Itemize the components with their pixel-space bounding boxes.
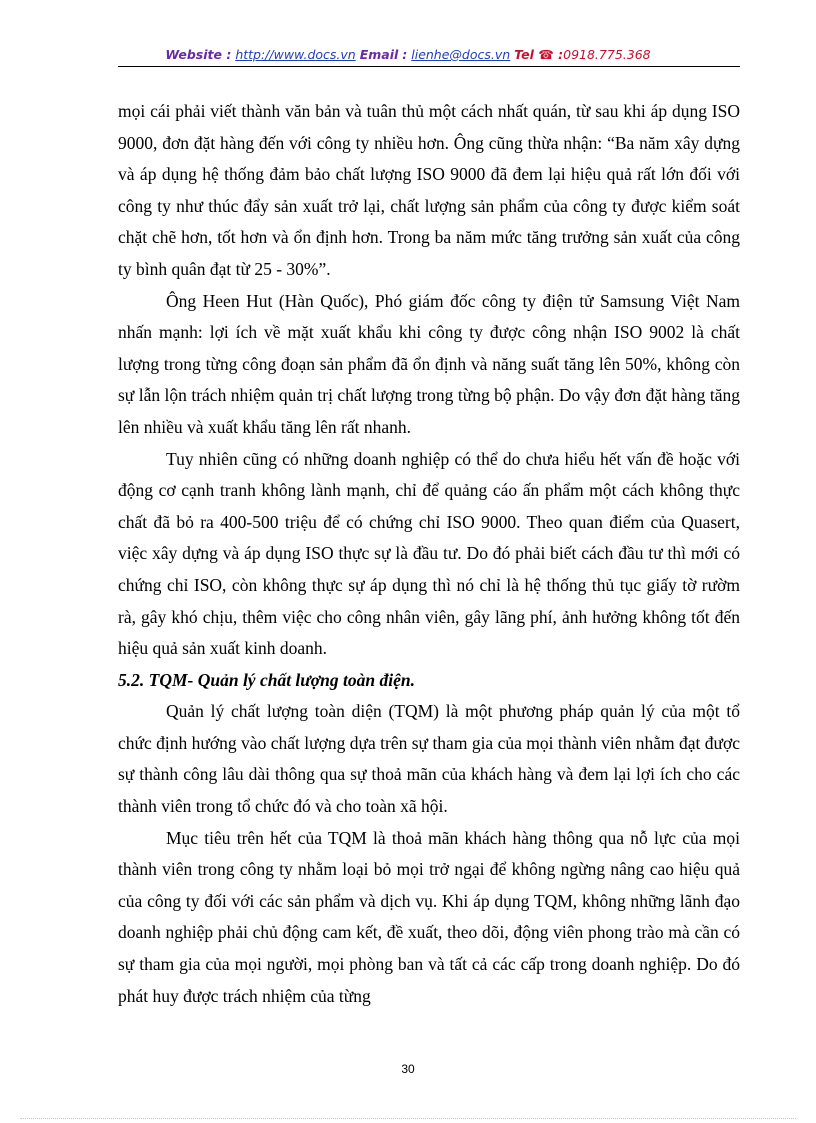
header-divider bbox=[118, 66, 740, 67]
email-separator: : bbox=[402, 47, 408, 62]
website-link[interactable]: http://www.docs.vn bbox=[235, 47, 356, 62]
email-label: Email bbox=[359, 47, 399, 62]
phone-number: 0918.775.368 bbox=[563, 47, 651, 62]
page-bottom-border bbox=[20, 1118, 796, 1119]
paragraph: Tuy nhiên cũng có những doanh nghiệp có thể do chưa hiểu hết vấn đề hoặc với động cơ cạnh tranh không lành mạnh, chỉ để quảng cáo ấn phẩm một cách không thực chất đã bỏ ra 400-500 triệu để có chứng chỉ ISO 9000. Theo quan điểm của Quasert, việc xây dựng và áp dụng ISO thực sự là đầu tư. Do đó phải biết cách đầu tư thì mới có chứng chỉ ISO, còn không thực sự áp dụng thì nó chỉ là hệ thống thủ tục giấy tờ rườm rà, gây khó chịu, thêm việc cho công nhân viên, gây lãng phí, ảnh hưởng không tốt đến hiệu quả sản xuất kinh doanh. bbox=[118, 448, 740, 659]
paragraph: Quản lý chất lượng toàn diện (TQM) là một phương pháp quản lý của một tổ chức định hướng vào chất lượng dựa trên sự tham gia của mọi thành viên nhằm đạt được sự thành công lâu dài thông qua sự thoả mãn của khách hàng và đem lại lợi ích cho các thành viên trong tổ chức đó và cho toàn xã hội. bbox=[118, 701, 740, 817]
paragraph: Ông Heen Hut (Hàn Quốc), Phó giám đốc công ty điện tử Samsung Việt Nam nhấn mạnh: lợi ích về mặt xuất khẩu khi công ty được công nhận ISO 9002 là chất lượng trong từng công đoạn sản phẩm đã ổn định và năng suất tăng lên 50%, không còn sự lẫn lộn trách nhiệm quản trị chất lượng trong từng bộ phận. Do vậy đơn đặt hàng tăng lên nhiều và xuất khẩu tăng lên rất nhanh. bbox=[118, 290, 740, 437]
document-body bbox=[118, 96, 740, 1012]
paragraph: Mục tiêu trên hết của TQM là thoả mãn khách hàng thông qua nỗ lực của mọi thành viên trong công ty nhằm loại bỏ mọi trở ngại để không ngừng nâng cao hiệu quả của công ty đối với các sản phẩm và dịch vụ. Khi áp dụng TQM, không những lãnh đạo doanh nghiệp phải chủ động cam kết, đề xuất, theo dõi, động viên phong trào mà cần có sự tham gia của mọi người, mọi phòng ban và tất cả các cấp trong doanh nghiệp. Do đó phát huy được trách nhiệm của từng bbox=[118, 827, 740, 1006]
paragraph: mọi cái phải viết thành văn bản và tuân thủ một cách nhất quán, từ sau khi áp dụng ISO 9000, đơn đặt hàng đến với công ty nhiều hơn. Ông cũng thừa nhận: “Ba năm xây dựng và áp dụng hệ thống đảm bảo chất lượng ISO 9000 đã đem lại hiệu quả rất lớn đối với công ty như thúc đẩy sản xuất trở lại, chất lượng sản phẩm của công ty được kiểm soát chặt chẽ hơn, tốt hơn và ổn định hơn. Trong ba năm mức tăng trưởng sản xuất của công ty bình quân đạt từ 25 - 30%”. bbox=[118, 101, 740, 279]
tel-label: Tel ☎ : bbox=[514, 47, 564, 62]
page-header bbox=[0, 47, 816, 62]
section-heading: 5.2. TQM- Quản lý chất lượng toàn điện. bbox=[118, 669, 415, 690]
page-number: 30 bbox=[401, 1062, 415, 1076]
website-label: Website : bbox=[165, 47, 232, 62]
email-link[interactable]: lienhe@docs.vn bbox=[411, 47, 511, 62]
